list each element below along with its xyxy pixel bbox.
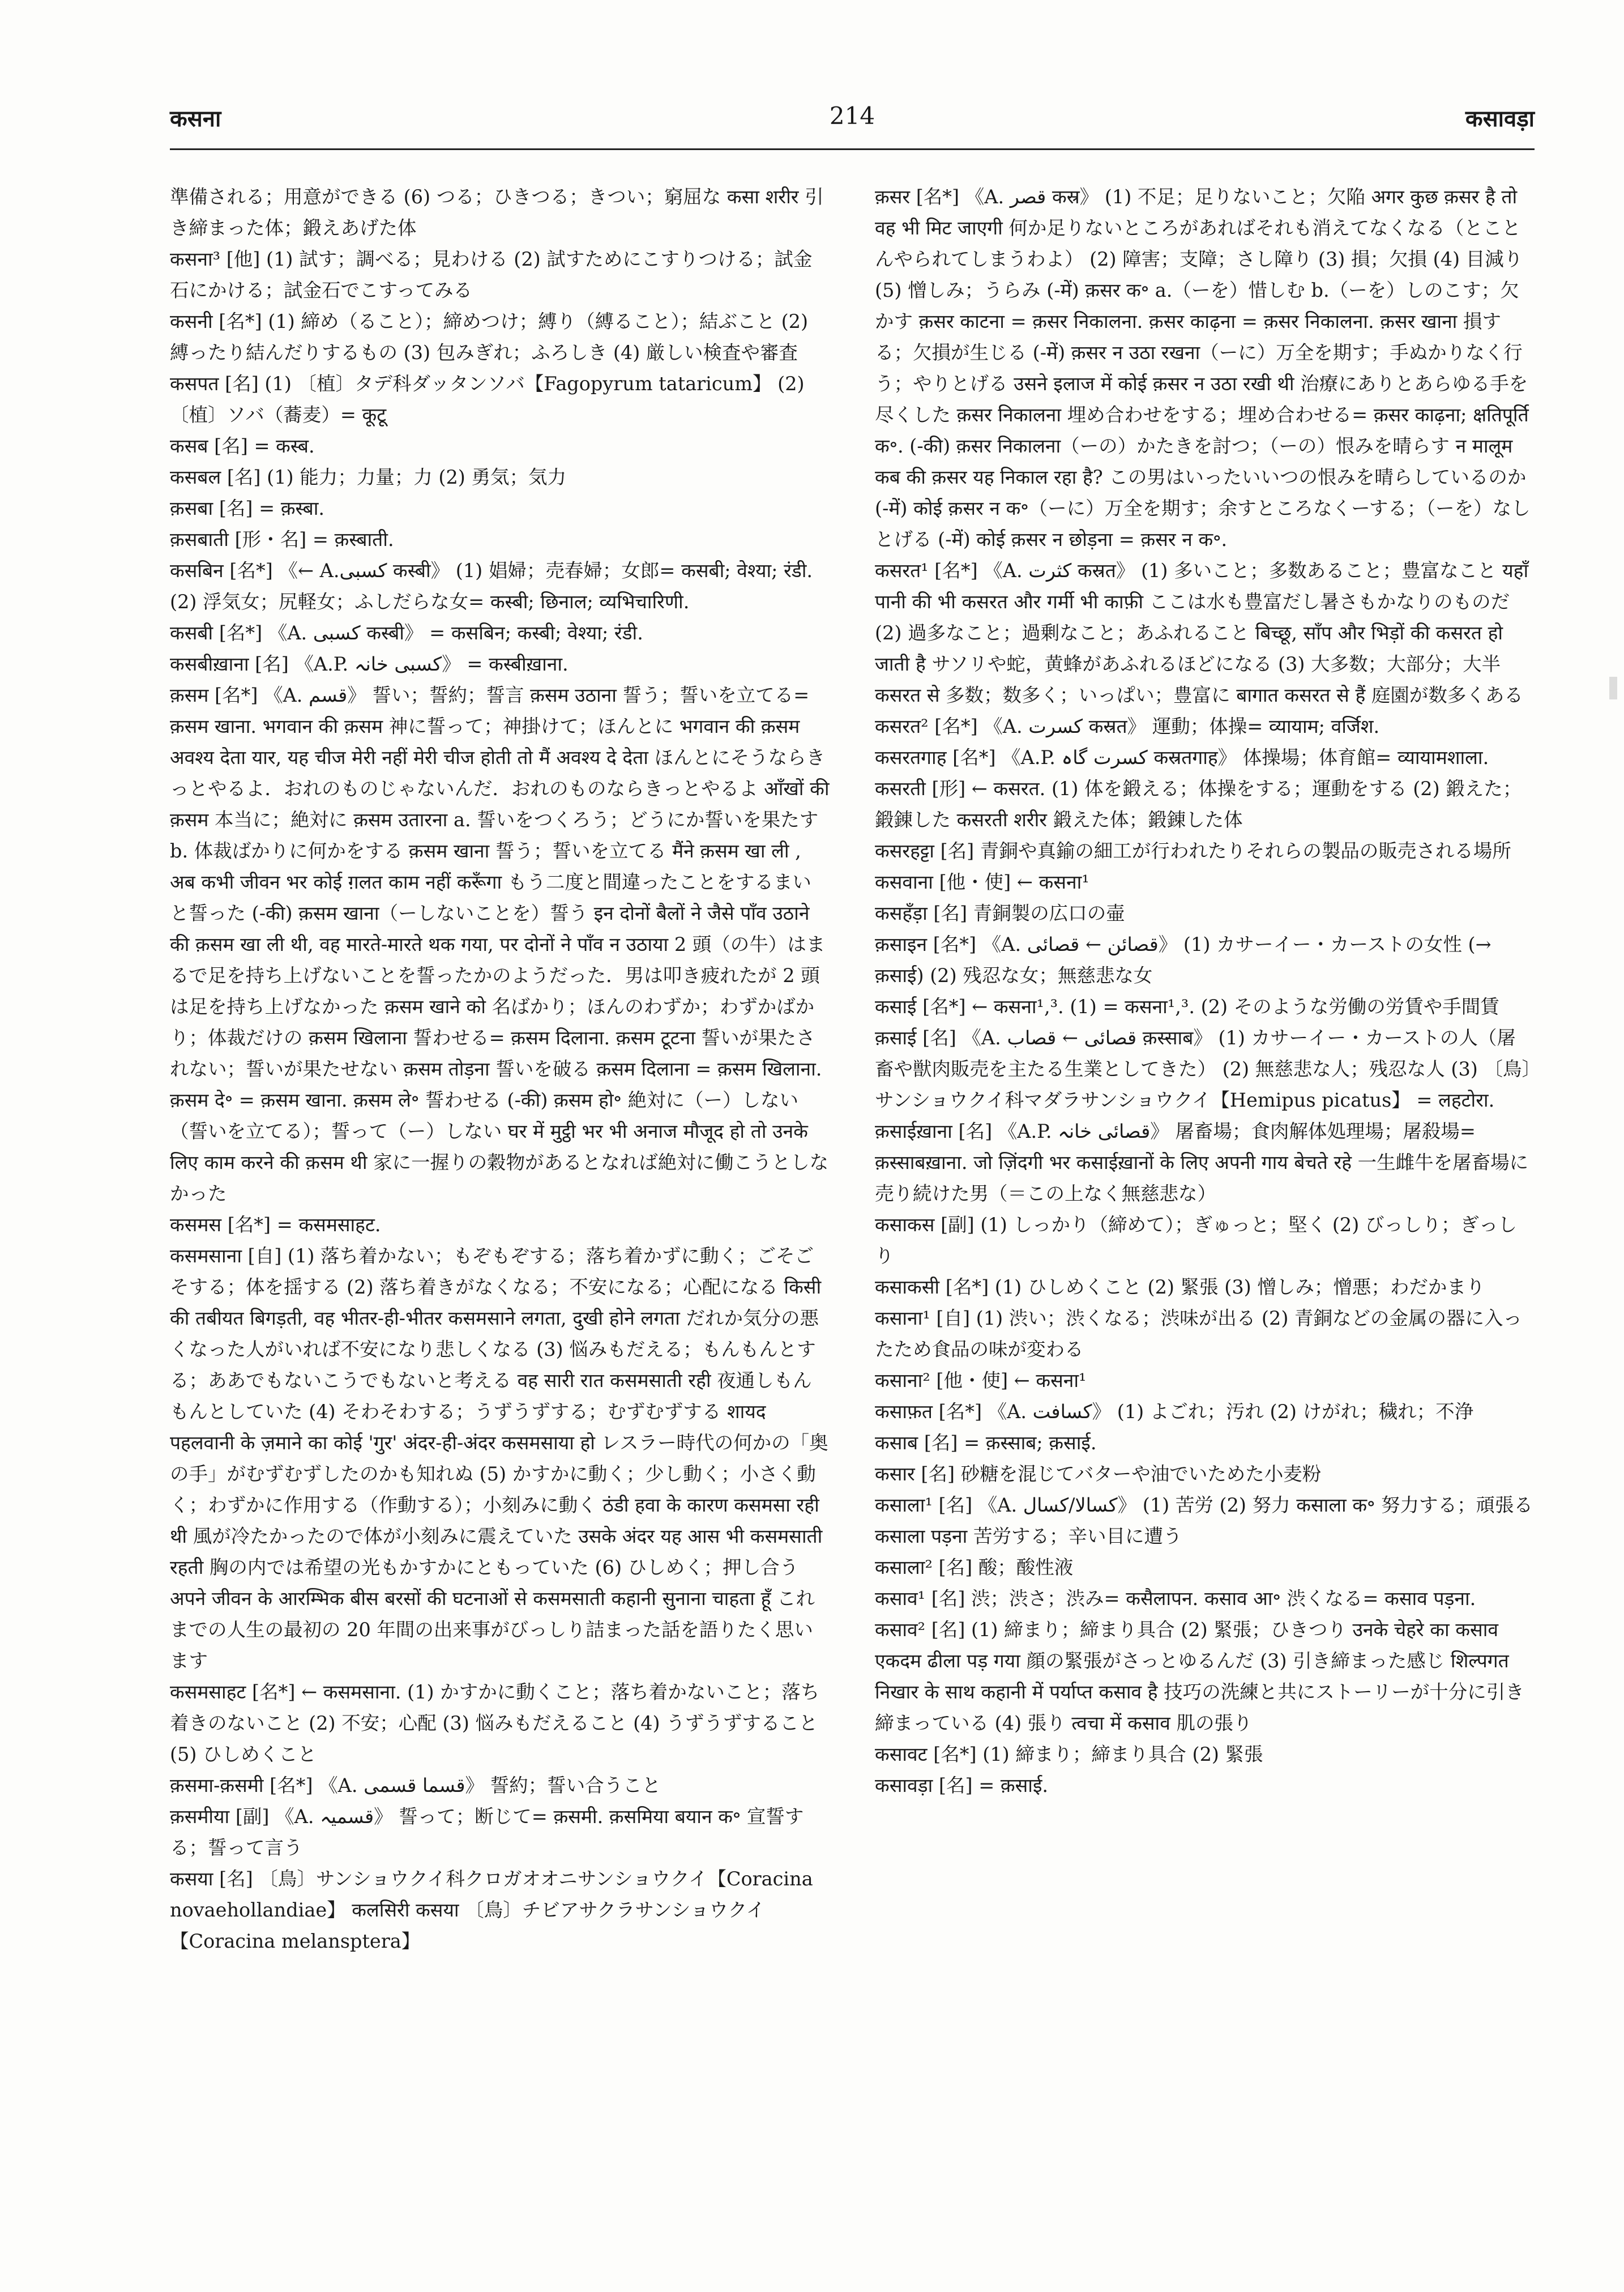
dictionary-entry: क़समीया [副] 《A. قسمیہ》 誓って；断じて= क़समी. क़समिया बयान क॰ 宣誓する；誓って言う: [170, 1806, 804, 1859]
dictionary-entry: क़सबा [名] = क़स्बा.: [170, 497, 325, 519]
dictionary-entry: क़सबाती [形・名] = क़स्बाती.: [170, 528, 394, 550]
dictionary-entry: कसार [名] 砂糖を混じてバターや油でいためた小麦粉: [875, 1463, 1322, 1485]
header-left-guideword: कसना: [170, 105, 221, 132]
dictionary-entry: कसनी [名*] (1) 締め（ること）；締めつけ；縛り（縛ること）；結ぶこと (2) 縛ったり結んだりするもの (3) 包みぎれ；ふろしき (4) 厳しい検査や審査: [170, 310, 809, 364]
dictionary-entry: कसाकसी [名*] (1) ひしめくこと (2) 緊張 (3) 憎しみ；憎悪；わだかまり: [875, 1276, 1485, 1298]
header-right-guideword: कसावड़ा: [1465, 105, 1535, 132]
dictionary-entry: क़साई [名] 《A. قصائی ← قصاب क़स्साब》 (1) カサーイー・カーストの人（屠畜や獣肉販売を主たる生業としてきた） (2) 無慈悲な人；残忍な人 (3) 〔鳥〕サンショウクイ科マダラサンショウクイ【Hemipus picatus】 = लहटोरा.: [875, 1027, 1532, 1111]
right-column: [875, 181, 1535, 2175]
dictionary-entry: कसब [名] = कस्ब.: [170, 435, 315, 457]
dictionary-entry: कसावट [名*] (1) 締まり；締まり具合 (2) 緊張: [875, 1743, 1263, 1765]
dictionary-entry: कसबी [名*] 《A. کسبی कस्बी》 = कसबिन; कस्बी; वेश्या; रंडी.: [170, 622, 643, 644]
dictionary-entry: कसावड़ा [名] = क़साई.: [875, 1774, 1049, 1796]
header-rule: [170, 148, 1535, 150]
dictionary-entry: कसाना² [他・使] ← कसना¹: [875, 1369, 1087, 1392]
scan-mark: [1609, 677, 1617, 699]
dictionary-entry: कसवाना [他・使] ← कसना¹: [875, 871, 1089, 893]
dictionary-entry: कसाला¹ [名] 《A. کسالا/کسال》 (1) 苦労 (2) 努力 कसाला क॰ 努力する；頑張る कसाला पड़ना 苦労する；辛い目に遭う: [875, 1494, 1533, 1547]
dictionary-entry: कसाफ़त [名*] 《A. کسافت》 (1) よごれ；汚れ (2) けがれ；穢れ；不浄: [875, 1401, 1474, 1423]
dictionary-entry: कसाब [名] = क़स्साब; क़साई.: [875, 1432, 1097, 1454]
page-header: [170, 102, 1535, 147]
dictionary-entry: कसाई [名*] ← कसना¹,³. (1) = कसना¹,³. (2) そのような労働の労賃や手間賃: [875, 996, 1499, 1018]
dictionary-entry: कसपत [名] (1) 〔植〕タデ科ダッタンソバ【Fagopyrum tataricum】 (2) 〔植〕ソバ（蕎麦）= कूटू: [170, 373, 805, 426]
dictionary-entry: कसमसाहट [名*] ← कसमसाना. (1) かすかに動くこと；落ち着かないこと；落ち着きのないこと (2) 不安；心配 (3) 悩みもだえること (4) うずうずすること (5) ひしめくこと: [170, 1681, 820, 1765]
dictionary-entry: कसरतगाह [名*] 《A.P. کسرت گاہ कस्रतगाह》 体操場；体育館= व्यायामशाला.: [875, 746, 1489, 769]
dictionary-entry: कसाना¹ [自] (1) 渋い；渋くなる；渋味が出る (2) 青銅などの金属の器に入ったため食品の味が変わる: [875, 1307, 1523, 1360]
dictionary-entry: कसाला² [名] 酸；酸性液: [875, 1556, 1074, 1578]
dictionary-entry: कसहँड़ा [名] 青銅製の広口の壷: [875, 902, 1125, 924]
dictionary-entry: कसना³ [他] (1) 試す；調べる；見わける (2) 試すためにこすりつける；試金石にかける；試金石でこすってみる: [170, 248, 813, 301]
page-number: 214: [829, 102, 875, 130]
dictionary-entry: कसाकस [副] (1) しっかり（締めて）；ぎゅっと；堅く (2) びっしり；ぎっしり: [875, 1214, 1517, 1267]
dictionary-entry: कसरत¹ [名*] 《A. کثرت कस्रत》 (1) 多いこと；多数あること；豊富なこと यहाँ पानी की भी कसरत और गर्मी भी काफ़ी ここは水も豊富だし暑さもかなりのものだ (2) 過多なこと；過剰なこと；あふれること बिच्छू, साँप और भिड़ों की कसरत हो जाती है サソリや蛇，黄蜂があふれるほどになる (3) 大多数；大部分；大半 कसरत से 多数；数多く；いっぱい；豊富に बागात कसरत से हैं 庭園が数多くある: [875, 560, 1529, 706]
dictionary-entry: क़साईख़ाना [名] 《A.P. قصائی خانہ》 屠畜場；食肉解体処理場；屠殺場= क़स्साबख़ाना. जो ज़िंदगी भर कसाईख़ानों के लिए अपनी गाय बेचते रहे 一生雌牛を屠畜場に売り続けた男（＝この上なく無慈悲な）: [875, 1120, 1529, 1205]
dictionary-entry: क़समा-क़समी [名*] 《A. قسما قسمی》 誓約；誓い合うこと: [170, 1774, 661, 1796]
dictionary-entry: कसाव¹ [名] 渋；渋さ；渋み= कसैलापन. कसाव आ॰ 渋くなる= कसाव पड़ना.: [875, 1587, 1476, 1610]
dictionary-entry: कसरती [形] ← कसरत. (1) 体を鍛える；体操をする；運動をする (2) 鍛えた；鍛錬した कसरती शरीर 鍛えた体；鍛錬した体: [875, 778, 1522, 831]
dictionary-entry: कसाव² [名] (1) 締まり；締まり具合 (2) 緊張；ひきつり उनके चेहरे का कसाव एकदम ढीला पड़ गया 顔の緊張がさっとゆるんだ (3) 引き締まった感じ शिल्पगत निखार के साथ कहानी में पर्याप्त कसाव है 技巧の洗練と共にストーリーが十分に引き締まっている (4) 張り त्वचा में कसाव 肌の張り: [875, 1619, 1524, 1734]
dictionary-entry: क़सर [名*] 《A. قصر कस्र》 (1) 不足；足りないこと；欠陥 अगर कुछ क़सर है तो वह भी मिट जाएगी 何か足りないところがあればそれも消えてなくなる（とことんやられてしまうわよ） (2) 障害；支障；さし障り (3) 損；欠損 (4) 目減り (5) 憎しみ；うらみ (-में) क़सर क॰ a.（ーを）惜しむ b.（ーを）しのこす；欠かす क़सर काटना = क़सर निकालना. क़सर काढ़ना = क़सर निकालना. क़सर खाना 損する；欠損が生じる (-में) क़सर न उठा रखना（ーに）万全を期す；手ぬかりなく行う；やりとげる उसने इलाज में कोई क़सर न उठा रखी थी 治療にありとあらゆる手を尽くした क़सर निकालना 埋め合わせをする；埋め合わせる= क़सर काढ़ना; क्षतिपूर्ति क॰. (-की) क़सर निकालना（ーの）かたきを討つ；（ーの）恨みを晴らす न मालूम कब की क़सर यह निकाल रहा है? この男はいったいいつの恨みを晴らしているのか (-में) कोई क़सर न क॰（ーに）万全を期す；余すところなくーする；（ーを）なしとげる (-में) कोई क़सर न छोड़ना = क़सर न क॰.: [875, 186, 1531, 550]
dictionary-entry: कसरहट्टा [名] 青銅や真鍮の細工が行われたりそれらの製品の販売される場所: [875, 840, 1511, 862]
dictionary-entry: कसमस [名*] = कसमसाहट.: [170, 1214, 381, 1236]
dictionary-entry: 準備される；用意ができる (6) つる；ひきつる；きつい；窮屈な कसा शरीर 引き締まった体；鍛えあげた体: [170, 186, 824, 239]
left-column: [170, 181, 830, 2197]
dictionary-entry: कसरत² [名*] 《A. کسرت कस्रत》 運動；体操= व्यायाम; वर्जिश.: [875, 715, 1380, 737]
dictionary-entry: कसबिन [名*] 《← A.کسبی कस्बी》 (1) 娼婦；売春婦；女郎= कसबी; वेश्या; रंडी. (2) 浮気女；尻軽女；ふしだらな女= कस्बी; छिनाल; व्यभिचारिणी.: [170, 560, 813, 613]
dictionary-entry: क़सम [名*] 《A. قسم》 誓い；誓約；誓言 क़सम उठाना 誓う；誓いを立てる= क़सम खाना. भगवान की क़सम 神に誓って；神掛けて；ほんとに भगवान की क़सम अवश्य देता यार, यह चीज मेरी नहीं मेरी चीज होती तो मैं अवश्य दे देता ほんとにそうならきっとやるよ．おれのものじゃないんだ．おれのものならきっとやるよ आँखों की क़सम 本当に；絶対に क़सम उतारना a. 誓いをつくろう；どうにか誓いを果たす b. 体裁ばかりに何かをする क़सम खाना 誓う；誓いを立てる मैंने क़सम खा ली , अब कभी जीवन भर कोई ग़लत काम नहीं करूँगा もう二度と間違ったことをするまいと誓った (-की) क़सम खाना（ーしないことを）誓う इन दोनों बैलों ने जैसे पाँव उठाने की क़सम खा ली थी, वह मारते-मारते थक गया, पर दोनों ने पाँव न उठाया 2 頭（の牛）はまるで足を持ち上げないことを誓ったかのようだった．男は叩き疲れたが 2 頭は足を持ち上げなかった क़सम खाने को 名ばかり；ほんのわずか；わずかばかり；体裁だけの क़सम खिलाना 誓わせる= क़सम दिलाना. क़सम टूटना 誓いが果たされない；誓いが果たせない क़सम तोड़ना 誓いを破る क़सम दिलाना = क़सम खिलाना. क़सम दे॰ = क़सम खाना. क़सम ले॰ 誓わせる (-की) क़सम हो॰ 絶対に（ー）しない（誓いを立てる）；誓って（ー）しない घर में मुट्ठी भर भी अनाज मौजूद हो तो उनके लिए काम करने की क़सम थी 家に一握りの穀物があるとなれば絶対に働こうとしなかった: [170, 684, 830, 1205]
dictionary-entry: कसया [名] 〔鳥〕サンショウクイ科クロガオオニサンショウクイ【Coracina novaehollandiae】 कलसिरी कसया 〔鳥〕チビアサクラサンショウクイ【Coracina melanspterа】: [170, 1868, 813, 1952]
dictionary-entry: क़साइन [名*] 《A. قصائن ← قصائی》 (1) カサーイー・カーストの女性 (→ क़साई) (2) 残忍な女；無慈悲な女: [875, 933, 1491, 987]
dictionary-entry: कसबल [名] (1) 能力；力量；力 (2) 勇気；気力: [170, 466, 567, 488]
dictionary-entry: कसबीख़ाना [名] 《A.P. کسبی خانہ》 = कस्बीख़ाना.: [170, 653, 569, 675]
dictionary-entry: कसमसाना [自] (1) 落ち着かない；もぞもぞする；落ち着かずに動く；ごそごそする；体を揺する (2) 落ち着きがなくなる；不安になる；心配になる किसी की तबीयत बिगड़ती, वह भीतर-ही-भीतर कसमसाने लगता, दुखी होने लगता だれか気分の悪くなった人がいれば不安になり悲しくなる (3) 悩みもだえる；もんもんとする；ああでもないこうでもないと考える वह सारी रात कसमसाती रही 夜通しもんもんとしていた (4) そわそわする；うずうずする；むずむずする शायद पहलवानी के ज़माने का कोई 'गुर' अंदर-ही-अंदर कसमसाया हो レスラー時代の何かの「奥の手」がむずむずしたのかも知れぬ (5) かすかに動く；少し動く；小さく動く；わずかに作用する（作動する）；小刻みに動く ठंडी हवा के कारण कसमसा रही थी 風が冷たかったので体が小刻みに震えていた उसके अंदर यह आस भी कसमसाती रहती 胸の内では希望の光もかすかにともっていた (6) ひしめく；押し合う अपने जीवन के आरम्भिक बीस बरसों की घटनाओं से कसमसाती कहानी सुनाना चाहता हूँ これまでの人生の最初の 20 年間の出来事がびっしり詰まった話を語りたく思います: [170, 1245, 828, 1672]
